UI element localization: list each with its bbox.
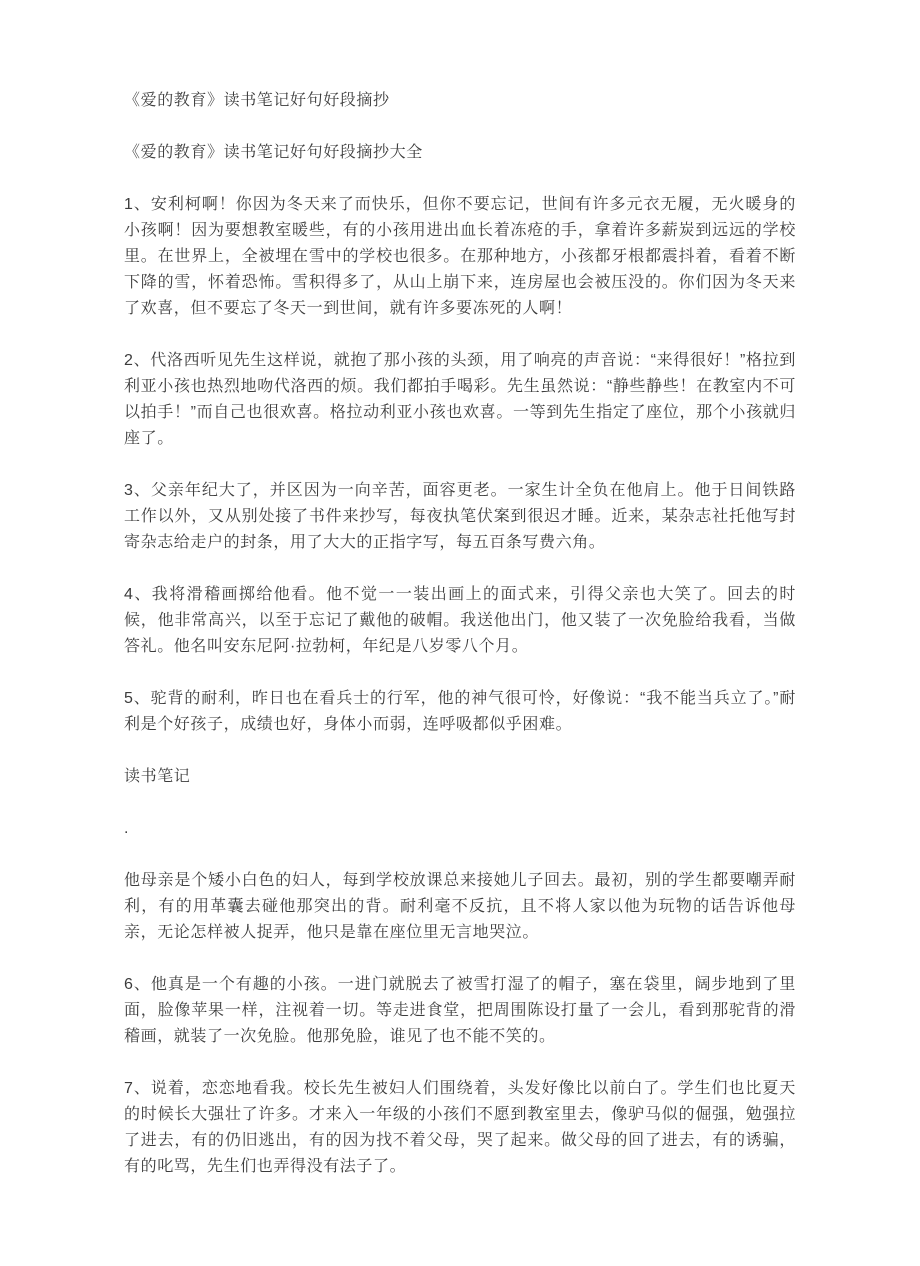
stray-dot: . (124, 820, 130, 837)
paragraph-1: 1、安利柯啊！你因为冬天来了而快乐，但你不要忘记，世间有许多元衣无履，无火暖身的小孩啊！因为要想教室暖些，有的小孩用进出血长着冻疮的手，拿着许多薪炭到远远的学校里。在世界上，全被埋在雪中的学校也很多。在那种地方，小孩都牙根都震抖着，看着不断下降的雪，怀着恐怖。雪积得多了，从山上崩下来，连房屋也会被压没的。你们因为冬天来了欢喜，但不要忘了冬天一到世间，就有许多要冻死的人啊！ (124, 196, 796, 317)
document-title: 《爱的教育》读书笔记好句好段摘抄 (124, 92, 390, 109)
paragraph-7: 7、说着，恋恋地看我。校长先生被妇人们围绕着，头发好像比以前白了。学生们也比夏天的时候长大强壮了许多。才来入一年级的小孩们不愿到教室里去，像驴马似的倔强，勉强拉了进去，有的仍旧逃出，有的因为找不着父母，哭了起来。做父母的回了进去，有的诱骗，有的叱骂，先生们也弄得没有法子了。 (124, 1080, 796, 1175)
paragraph-4: 4、我将滑稽画掷给他看。他不觉一一装出画上的面式来，引得父亲也大笑了。回去的时候，他非常高兴，以至于忘记了戴他的破帽。我送他出门，他又装了一次免脸给我看，当做答礼。他名叫安东尼阿·拉勃柯，年纪是八岁零八个月。 (124, 586, 796, 655)
section-label-reading-notes: 读书笔记 (124, 768, 191, 785)
paragraph-6: 6、他真是一个有趣的小孩。一进门就脱去了被雪打湿了的帽子，塞在袋里，阔步地到了里面，脸像苹果一样，注视着一切。等走进食堂，把周围陈设打量了一会儿，看到那驼背的滑稽画，就装了一次免脸。他那免脸，谁见了也不能不笑的。 (124, 976, 796, 1045)
document-subtitle: 《爱的教育》读书笔记好句好段摘抄大全 (124, 144, 423, 161)
paragraph-5-continued: 他母亲是个矮小白色的妇人，每到学校放课总来接她儿子回去。最初，别的学生都要嘲弄耐利，有的用革囊去碰他那突出的背。耐利毫不反抗，且不将人家以他为玩物的话告诉他母亲，无论怎样被人捉弄，他只是靠在座位里无言地哭泣。 (124, 872, 796, 941)
paragraph-3: 3、父亲年纪大了，并区因为一向辛苦，面容更老。一家生计全负在他肩上。他于日间铁路工作以外，又从别处接了书件来抄写，每夜执笔伏案到很迟才睡。近来，某杂志社托他写封寄杂志给走户的封条，用了大大的正指字写，每五百条写费六角。 (124, 482, 796, 551)
paragraph-5: 5、驼背的耐利，昨日也在看兵士的行军，他的神气很可怜，好像说：“我不能当兵立了。”耐利是个好孩子，成绩也好，身体小而弱，连呼吸都似乎困难。 (124, 690, 796, 733)
paragraph-2: 2、代洛西听见先生这样说，就抱了那小孩的头颈，用了响亮的声音说：“来得很好！”格拉到利亚小孩也热烈地吻代洛西的烦。我们都拍手喝彩。先生虽然说：“静些静些！在教室内不可以拍手！”而自己也很欢喜。格拉动利亚小孩也欢喜。一等到先生指定了座位，那个小孩就归座了。 (124, 352, 796, 447)
